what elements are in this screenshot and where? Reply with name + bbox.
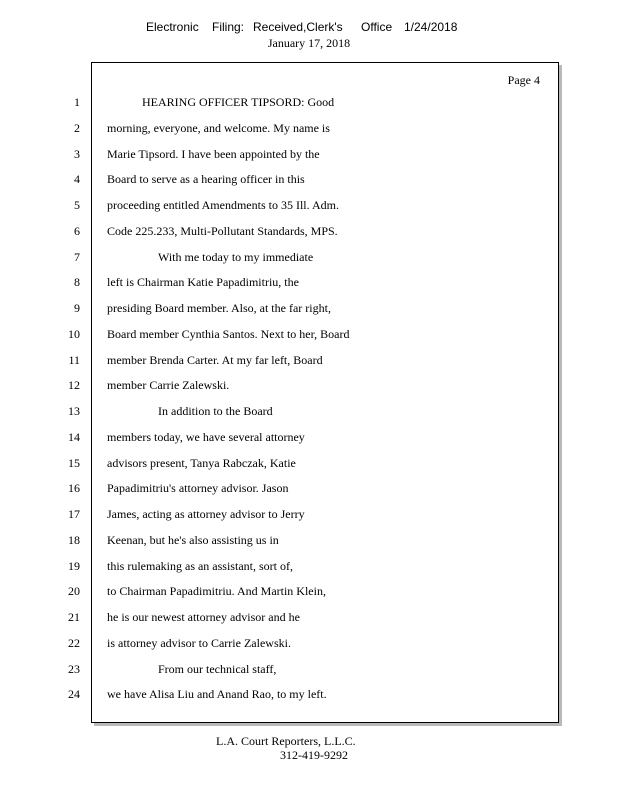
line-text: Board member Cynthia Santos. Next to her, Board: [107, 326, 350, 341]
line-text: With me today to my immediate: [158, 249, 314, 264]
line-text: he is our newest attorney advisor and he: [107, 610, 300, 624]
line-number: 22: [68, 635, 80, 650]
line-number: 23: [68, 661, 80, 676]
line-text: to Chairman Papadimitriu. And Martin Klein,: [107, 584, 326, 599]
line-number: 5: [74, 198, 80, 212]
line-number: 7: [74, 249, 80, 264]
line-text: Marie Tipsord. I have been appointed by the: [107, 146, 320, 161]
stamp-word-date: 1/24/2018: [404, 20, 458, 34]
line-text: Code 225.233, Multi-Pollutant Standards, MPS.: [107, 223, 338, 238]
line-number: 24: [68, 687, 80, 702]
line-number: 10: [68, 326, 80, 341]
line-text: this rulemaking as an assistant, sort of,: [107, 558, 293, 573]
stamp-word-electronic: Electronic: [146, 20, 199, 34]
stamp-word-office: Office: [361, 20, 393, 34]
hearing-date-text: January 17, 2018: [267, 36, 351, 50]
line-text: HEARING OFFICER TIPSORD: Good: [142, 95, 335, 109]
line-number: 14: [68, 429, 80, 444]
line-text: Board to serve as a hearing officer in this: [107, 172, 305, 187]
line-text: presiding Board member. Also, at the far right,: [107, 301, 331, 315]
line-text: From our technical staff,: [158, 661, 277, 676]
line-text: morning, everyone, and welcome. My name is: [107, 120, 330, 135]
line-number: 12: [68, 378, 80, 393]
line-text: In addition to the Board: [158, 404, 273, 418]
line-number: 6: [74, 223, 80, 238]
line-text: Keenan, but he's also assisting us in: [107, 532, 279, 547]
line-number: 2: [74, 120, 80, 135]
line-number: 15: [68, 455, 80, 470]
line-text: Papadimitriu's attorney advisor. Jason: [107, 481, 289, 496]
line-text: advisors present, Tanya Rabczak, Katie: [107, 455, 296, 470]
line-number: 9: [74, 301, 80, 315]
page-number: Page 4: [507, 73, 540, 87]
filing-stamp: [0, 20, 618, 36]
line-number: 13: [68, 404, 80, 418]
line-number: 8: [74, 275, 80, 290]
line-number: 1: [74, 95, 80, 109]
line-text: members today, we have several attorney: [107, 429, 305, 444]
line-number: 11: [68, 352, 80, 367]
footer-company: L.A. Court Reporters, L.L.C.: [216, 734, 356, 748]
line-text: member Carrie Zalewski.: [107, 378, 230, 393]
line-number: 20: [68, 584, 80, 599]
line-number: 21: [68, 610, 80, 624]
line-number: 3: [74, 146, 80, 161]
line-text: is attorney advisor to Carrie Zalewski.: [107, 635, 291, 650]
footer-phone: 312-419-9292: [280, 748, 348, 762]
line-number: 18: [68, 532, 80, 547]
line-text: we have Alisa Liu and Anand Rao, to my left.: [107, 687, 327, 702]
line-number: 16: [68, 481, 80, 496]
hearing-date: [0, 36, 618, 51]
line-text: left is Chairman Katie Papadimitriu, the: [107, 275, 299, 290]
stamp-word-received: Received,Clerk's: [253, 20, 343, 34]
stamp-word-filing: Filing:: [212, 20, 245, 34]
line-text: James, acting as attorney advisor to Jerry: [107, 507, 305, 521]
line-number: 17: [68, 507, 80, 521]
line-number: 4: [74, 172, 80, 187]
line-number: 19: [68, 558, 80, 573]
line-text: proceeding entitled Amendments to 35 Ill. Adm.: [107, 198, 339, 212]
line-text: member Brenda Carter. At my far left, Board: [107, 352, 323, 367]
